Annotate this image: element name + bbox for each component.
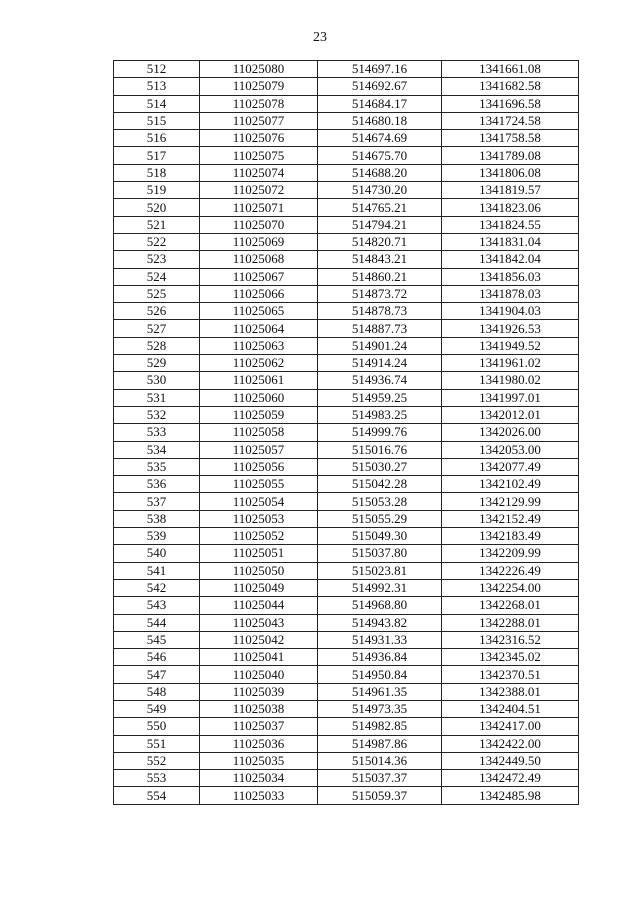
x-coordinate-cell: 514901.24 bbox=[318, 337, 442, 354]
point-id-cell: 11025038 bbox=[200, 700, 318, 717]
table-row bbox=[114, 614, 579, 631]
y-coordinate-cell: 1342404.51 bbox=[442, 700, 579, 717]
table-row bbox=[114, 752, 579, 769]
point-id-cell: 11025066 bbox=[200, 285, 318, 302]
point-id-cell: 11025035 bbox=[200, 752, 318, 769]
y-coordinate-cell: 1342268.01 bbox=[442, 597, 579, 614]
table-row bbox=[114, 130, 579, 147]
point-number-cell: 530 bbox=[114, 372, 200, 389]
point-id-cell: 11025052 bbox=[200, 528, 318, 545]
point-number-cell: 518 bbox=[114, 164, 200, 181]
point-id-cell: 11025069 bbox=[200, 233, 318, 250]
point-id-cell: 11025071 bbox=[200, 199, 318, 216]
point-number-cell: 544 bbox=[114, 614, 200, 631]
point-id-cell: 11025074 bbox=[200, 164, 318, 181]
table-row bbox=[114, 770, 579, 787]
point-id-cell: 11025054 bbox=[200, 493, 318, 510]
x-coordinate-cell: 514961.35 bbox=[318, 683, 442, 700]
x-coordinate-cell: 514873.72 bbox=[318, 285, 442, 302]
point-id-cell: 11025075 bbox=[200, 147, 318, 164]
point-number-cell: 551 bbox=[114, 735, 200, 752]
point-id-cell: 11025079 bbox=[200, 78, 318, 95]
point-id-cell: 11025078 bbox=[200, 95, 318, 112]
y-coordinate-cell: 1341926.53 bbox=[442, 320, 579, 337]
table-row bbox=[114, 476, 579, 493]
y-coordinate-cell: 1342077.49 bbox=[442, 458, 579, 475]
x-coordinate-cell: 514674.69 bbox=[318, 130, 442, 147]
x-coordinate-cell: 514878.73 bbox=[318, 303, 442, 320]
y-coordinate-cell: 1341696.58 bbox=[442, 95, 579, 112]
table-row bbox=[114, 510, 579, 527]
y-coordinate-cell: 1341789.08 bbox=[442, 147, 579, 164]
table-row bbox=[114, 649, 579, 666]
table-row bbox=[114, 787, 579, 804]
table-row bbox=[114, 164, 579, 181]
point-number-cell: 543 bbox=[114, 597, 200, 614]
point-id-cell: 11025041 bbox=[200, 649, 318, 666]
y-coordinate-cell: 1342254.00 bbox=[442, 579, 579, 596]
x-coordinate-cell: 514730.20 bbox=[318, 182, 442, 199]
point-id-cell: 11025060 bbox=[200, 389, 318, 406]
table-row bbox=[114, 95, 579, 112]
table-row bbox=[114, 320, 579, 337]
x-coordinate-cell: 515037.37 bbox=[318, 770, 442, 787]
y-coordinate-cell: 1341661.08 bbox=[442, 61, 579, 78]
point-number-cell: 535 bbox=[114, 458, 200, 475]
table-row bbox=[114, 683, 579, 700]
y-coordinate-cell: 1341856.03 bbox=[442, 268, 579, 285]
table-row bbox=[114, 216, 579, 233]
point-number-cell: 519 bbox=[114, 182, 200, 199]
x-coordinate-cell: 514914.24 bbox=[318, 355, 442, 372]
point-number-cell: 521 bbox=[114, 216, 200, 233]
point-id-cell: 11025053 bbox=[200, 510, 318, 527]
table-row bbox=[114, 372, 579, 389]
point-id-cell: 11025076 bbox=[200, 130, 318, 147]
table-row bbox=[114, 78, 579, 95]
y-coordinate-cell: 1341842.04 bbox=[442, 251, 579, 268]
point-id-cell: 11025064 bbox=[200, 320, 318, 337]
x-coordinate-cell: 514936.74 bbox=[318, 372, 442, 389]
table-row bbox=[114, 112, 579, 129]
point-id-cell: 11025033 bbox=[200, 787, 318, 804]
point-number-cell: 513 bbox=[114, 78, 200, 95]
table-row bbox=[114, 597, 579, 614]
point-number-cell: 539 bbox=[114, 528, 200, 545]
table-row bbox=[114, 666, 579, 683]
y-coordinate-cell: 1342485.98 bbox=[442, 787, 579, 804]
point-number-cell: 542 bbox=[114, 579, 200, 596]
point-number-cell: 537 bbox=[114, 493, 200, 510]
point-id-cell: 11025051 bbox=[200, 545, 318, 562]
table-row bbox=[114, 718, 579, 735]
x-coordinate-cell: 514931.33 bbox=[318, 631, 442, 648]
y-coordinate-cell: 1341824.55 bbox=[442, 216, 579, 233]
x-coordinate-cell: 515053.28 bbox=[318, 493, 442, 510]
y-coordinate-cell: 1342026.00 bbox=[442, 424, 579, 441]
point-number-cell: 532 bbox=[114, 406, 200, 423]
y-coordinate-cell: 1341878.03 bbox=[442, 285, 579, 302]
point-number-cell: 545 bbox=[114, 631, 200, 648]
x-coordinate-cell: 514794.21 bbox=[318, 216, 442, 233]
x-coordinate-cell: 514675.70 bbox=[318, 147, 442, 164]
y-coordinate-cell: 1342417.00 bbox=[442, 718, 579, 735]
y-coordinate-cell: 1342345.02 bbox=[442, 649, 579, 666]
table-row bbox=[114, 61, 579, 78]
x-coordinate-cell: 514697.16 bbox=[318, 61, 442, 78]
point-id-cell: 11025039 bbox=[200, 683, 318, 700]
y-coordinate-cell: 1342316.52 bbox=[442, 631, 579, 648]
point-id-cell: 11025058 bbox=[200, 424, 318, 441]
x-coordinate-cell: 514943.82 bbox=[318, 614, 442, 631]
table-row bbox=[114, 406, 579, 423]
table-row bbox=[114, 631, 579, 648]
table-row bbox=[114, 337, 579, 354]
y-coordinate-cell: 1341904.03 bbox=[442, 303, 579, 320]
table-row bbox=[114, 579, 579, 596]
y-coordinate-cell: 1342288.01 bbox=[442, 614, 579, 631]
y-coordinate-cell: 1341980.02 bbox=[442, 372, 579, 389]
point-number-cell: 547 bbox=[114, 666, 200, 683]
y-coordinate-cell: 1342129.99 bbox=[442, 493, 579, 510]
point-number-cell: 529 bbox=[114, 355, 200, 372]
point-number-cell: 534 bbox=[114, 441, 200, 458]
point-id-cell: 11025072 bbox=[200, 182, 318, 199]
table-row bbox=[114, 735, 579, 752]
y-coordinate-cell: 1342388.01 bbox=[442, 683, 579, 700]
point-number-cell: 531 bbox=[114, 389, 200, 406]
point-id-cell: 11025077 bbox=[200, 112, 318, 129]
x-coordinate-cell: 515016.76 bbox=[318, 441, 442, 458]
x-coordinate-cell: 514968.80 bbox=[318, 597, 442, 614]
point-id-cell: 11025037 bbox=[200, 718, 318, 735]
y-coordinate-cell: 1342422.00 bbox=[442, 735, 579, 752]
x-coordinate-cell: 515014.36 bbox=[318, 752, 442, 769]
point-number-cell: 527 bbox=[114, 320, 200, 337]
point-id-cell: 11025044 bbox=[200, 597, 318, 614]
point-id-cell: 11025034 bbox=[200, 770, 318, 787]
x-coordinate-cell: 515030.27 bbox=[318, 458, 442, 475]
x-coordinate-cell: 514692.67 bbox=[318, 78, 442, 95]
x-coordinate-cell: 514688.20 bbox=[318, 164, 442, 181]
y-coordinate-cell: 1342226.49 bbox=[442, 562, 579, 579]
x-coordinate-cell: 514959.25 bbox=[318, 389, 442, 406]
x-coordinate-cell: 515023.81 bbox=[318, 562, 442, 579]
point-id-cell: 11025056 bbox=[200, 458, 318, 475]
point-id-cell: 11025061 bbox=[200, 372, 318, 389]
x-coordinate-cell: 514820.71 bbox=[318, 233, 442, 250]
point-number-cell: 528 bbox=[114, 337, 200, 354]
table-row bbox=[114, 528, 579, 545]
table-row bbox=[114, 285, 579, 302]
point-number-cell: 538 bbox=[114, 510, 200, 527]
table-row bbox=[114, 493, 579, 510]
point-number-cell: 523 bbox=[114, 251, 200, 268]
point-number-cell: 554 bbox=[114, 787, 200, 804]
y-coordinate-cell: 1342449.50 bbox=[442, 752, 579, 769]
table-row bbox=[114, 389, 579, 406]
y-coordinate-cell: 1342102.49 bbox=[442, 476, 579, 493]
page-number: 23 bbox=[313, 30, 327, 45]
x-coordinate-cell: 515049.30 bbox=[318, 528, 442, 545]
x-coordinate-cell: 514860.21 bbox=[318, 268, 442, 285]
point-number-cell: 515 bbox=[114, 112, 200, 129]
point-id-cell: 11025043 bbox=[200, 614, 318, 631]
x-coordinate-cell: 515042.28 bbox=[318, 476, 442, 493]
x-coordinate-cell: 515055.29 bbox=[318, 510, 442, 527]
point-number-cell: 517 bbox=[114, 147, 200, 164]
point-id-cell: 11025059 bbox=[200, 406, 318, 423]
point-id-cell: 11025040 bbox=[200, 666, 318, 683]
point-number-cell: 553 bbox=[114, 770, 200, 787]
y-coordinate-cell: 1341819.57 bbox=[442, 182, 579, 199]
x-coordinate-cell: 514887.73 bbox=[318, 320, 442, 337]
point-number-cell: 514 bbox=[114, 95, 200, 112]
point-number-cell: 526 bbox=[114, 303, 200, 320]
y-coordinate-cell: 1342053.00 bbox=[442, 441, 579, 458]
y-coordinate-cell: 1341823.06 bbox=[442, 199, 579, 216]
coordinates-table-body bbox=[114, 61, 579, 805]
point-number-cell: 522 bbox=[114, 233, 200, 250]
point-number-cell: 540 bbox=[114, 545, 200, 562]
y-coordinate-cell: 1341724.58 bbox=[442, 112, 579, 129]
point-number-cell: 524 bbox=[114, 268, 200, 285]
point-number-cell: 533 bbox=[114, 424, 200, 441]
point-id-cell: 11025062 bbox=[200, 355, 318, 372]
table-row bbox=[114, 458, 579, 475]
table-row bbox=[114, 199, 579, 216]
point-id-cell: 11025070 bbox=[200, 216, 318, 233]
point-number-cell: 548 bbox=[114, 683, 200, 700]
y-coordinate-cell: 1342183.49 bbox=[442, 528, 579, 545]
y-coordinate-cell: 1341758.58 bbox=[442, 130, 579, 147]
point-number-cell: 520 bbox=[114, 199, 200, 216]
x-coordinate-cell: 514843.21 bbox=[318, 251, 442, 268]
y-coordinate-cell: 1342209.99 bbox=[442, 545, 579, 562]
point-id-cell: 11025068 bbox=[200, 251, 318, 268]
x-coordinate-cell: 515037.80 bbox=[318, 545, 442, 562]
point-number-cell: 512 bbox=[114, 61, 200, 78]
point-number-cell: 516 bbox=[114, 130, 200, 147]
point-number-cell: 550 bbox=[114, 718, 200, 735]
y-coordinate-cell: 1341997.01 bbox=[442, 389, 579, 406]
x-coordinate-cell: 514992.31 bbox=[318, 579, 442, 596]
point-number-cell: 552 bbox=[114, 752, 200, 769]
x-coordinate-cell: 514680.18 bbox=[318, 112, 442, 129]
table-row bbox=[114, 182, 579, 199]
x-coordinate-cell: 515059.37 bbox=[318, 787, 442, 804]
x-coordinate-cell: 514999.76 bbox=[318, 424, 442, 441]
y-coordinate-cell: 1341961.02 bbox=[442, 355, 579, 372]
point-id-cell: 11025055 bbox=[200, 476, 318, 493]
point-id-cell: 11025050 bbox=[200, 562, 318, 579]
y-coordinate-cell: 1341682.58 bbox=[442, 78, 579, 95]
table-row bbox=[114, 562, 579, 579]
x-coordinate-cell: 514765.21 bbox=[318, 199, 442, 216]
point-number-cell: 541 bbox=[114, 562, 200, 579]
point-number-cell: 549 bbox=[114, 700, 200, 717]
point-id-cell: 11025049 bbox=[200, 579, 318, 596]
point-id-cell: 11025080 bbox=[200, 61, 318, 78]
table-row bbox=[114, 233, 579, 250]
point-id-cell: 11025057 bbox=[200, 441, 318, 458]
y-coordinate-cell: 1342370.51 bbox=[442, 666, 579, 683]
point-number-cell: 546 bbox=[114, 649, 200, 666]
point-id-cell: 11025067 bbox=[200, 268, 318, 285]
x-coordinate-cell: 514936.84 bbox=[318, 649, 442, 666]
x-coordinate-cell: 514973.35 bbox=[318, 700, 442, 717]
table-row bbox=[114, 355, 579, 372]
point-number-cell: 536 bbox=[114, 476, 200, 493]
y-coordinate-cell: 1342152.49 bbox=[442, 510, 579, 527]
point-id-cell: 11025065 bbox=[200, 303, 318, 320]
table-row bbox=[114, 700, 579, 717]
y-coordinate-cell: 1341949.52 bbox=[442, 337, 579, 354]
y-coordinate-cell: 1342012.01 bbox=[442, 406, 579, 423]
table-row bbox=[114, 303, 579, 320]
table-row bbox=[114, 268, 579, 285]
table-row bbox=[114, 424, 579, 441]
point-id-cell: 11025036 bbox=[200, 735, 318, 752]
x-coordinate-cell: 514684.17 bbox=[318, 95, 442, 112]
x-coordinate-cell: 514950.84 bbox=[318, 666, 442, 683]
x-coordinate-cell: 514983.25 bbox=[318, 406, 442, 423]
point-id-cell: 11025063 bbox=[200, 337, 318, 354]
point-number-cell: 525 bbox=[114, 285, 200, 302]
table-row bbox=[114, 251, 579, 268]
y-coordinate-cell: 1341831.04 bbox=[442, 233, 579, 250]
x-coordinate-cell: 514982.85 bbox=[318, 718, 442, 735]
table-row bbox=[114, 147, 579, 164]
x-coordinate-cell: 514987.86 bbox=[318, 735, 442, 752]
y-coordinate-cell: 1342472.49 bbox=[442, 770, 579, 787]
coordinates-table bbox=[113, 60, 579, 805]
table-row bbox=[114, 441, 579, 458]
y-coordinate-cell: 1341806.08 bbox=[442, 164, 579, 181]
table-row bbox=[114, 545, 579, 562]
point-id-cell: 11025042 bbox=[200, 631, 318, 648]
